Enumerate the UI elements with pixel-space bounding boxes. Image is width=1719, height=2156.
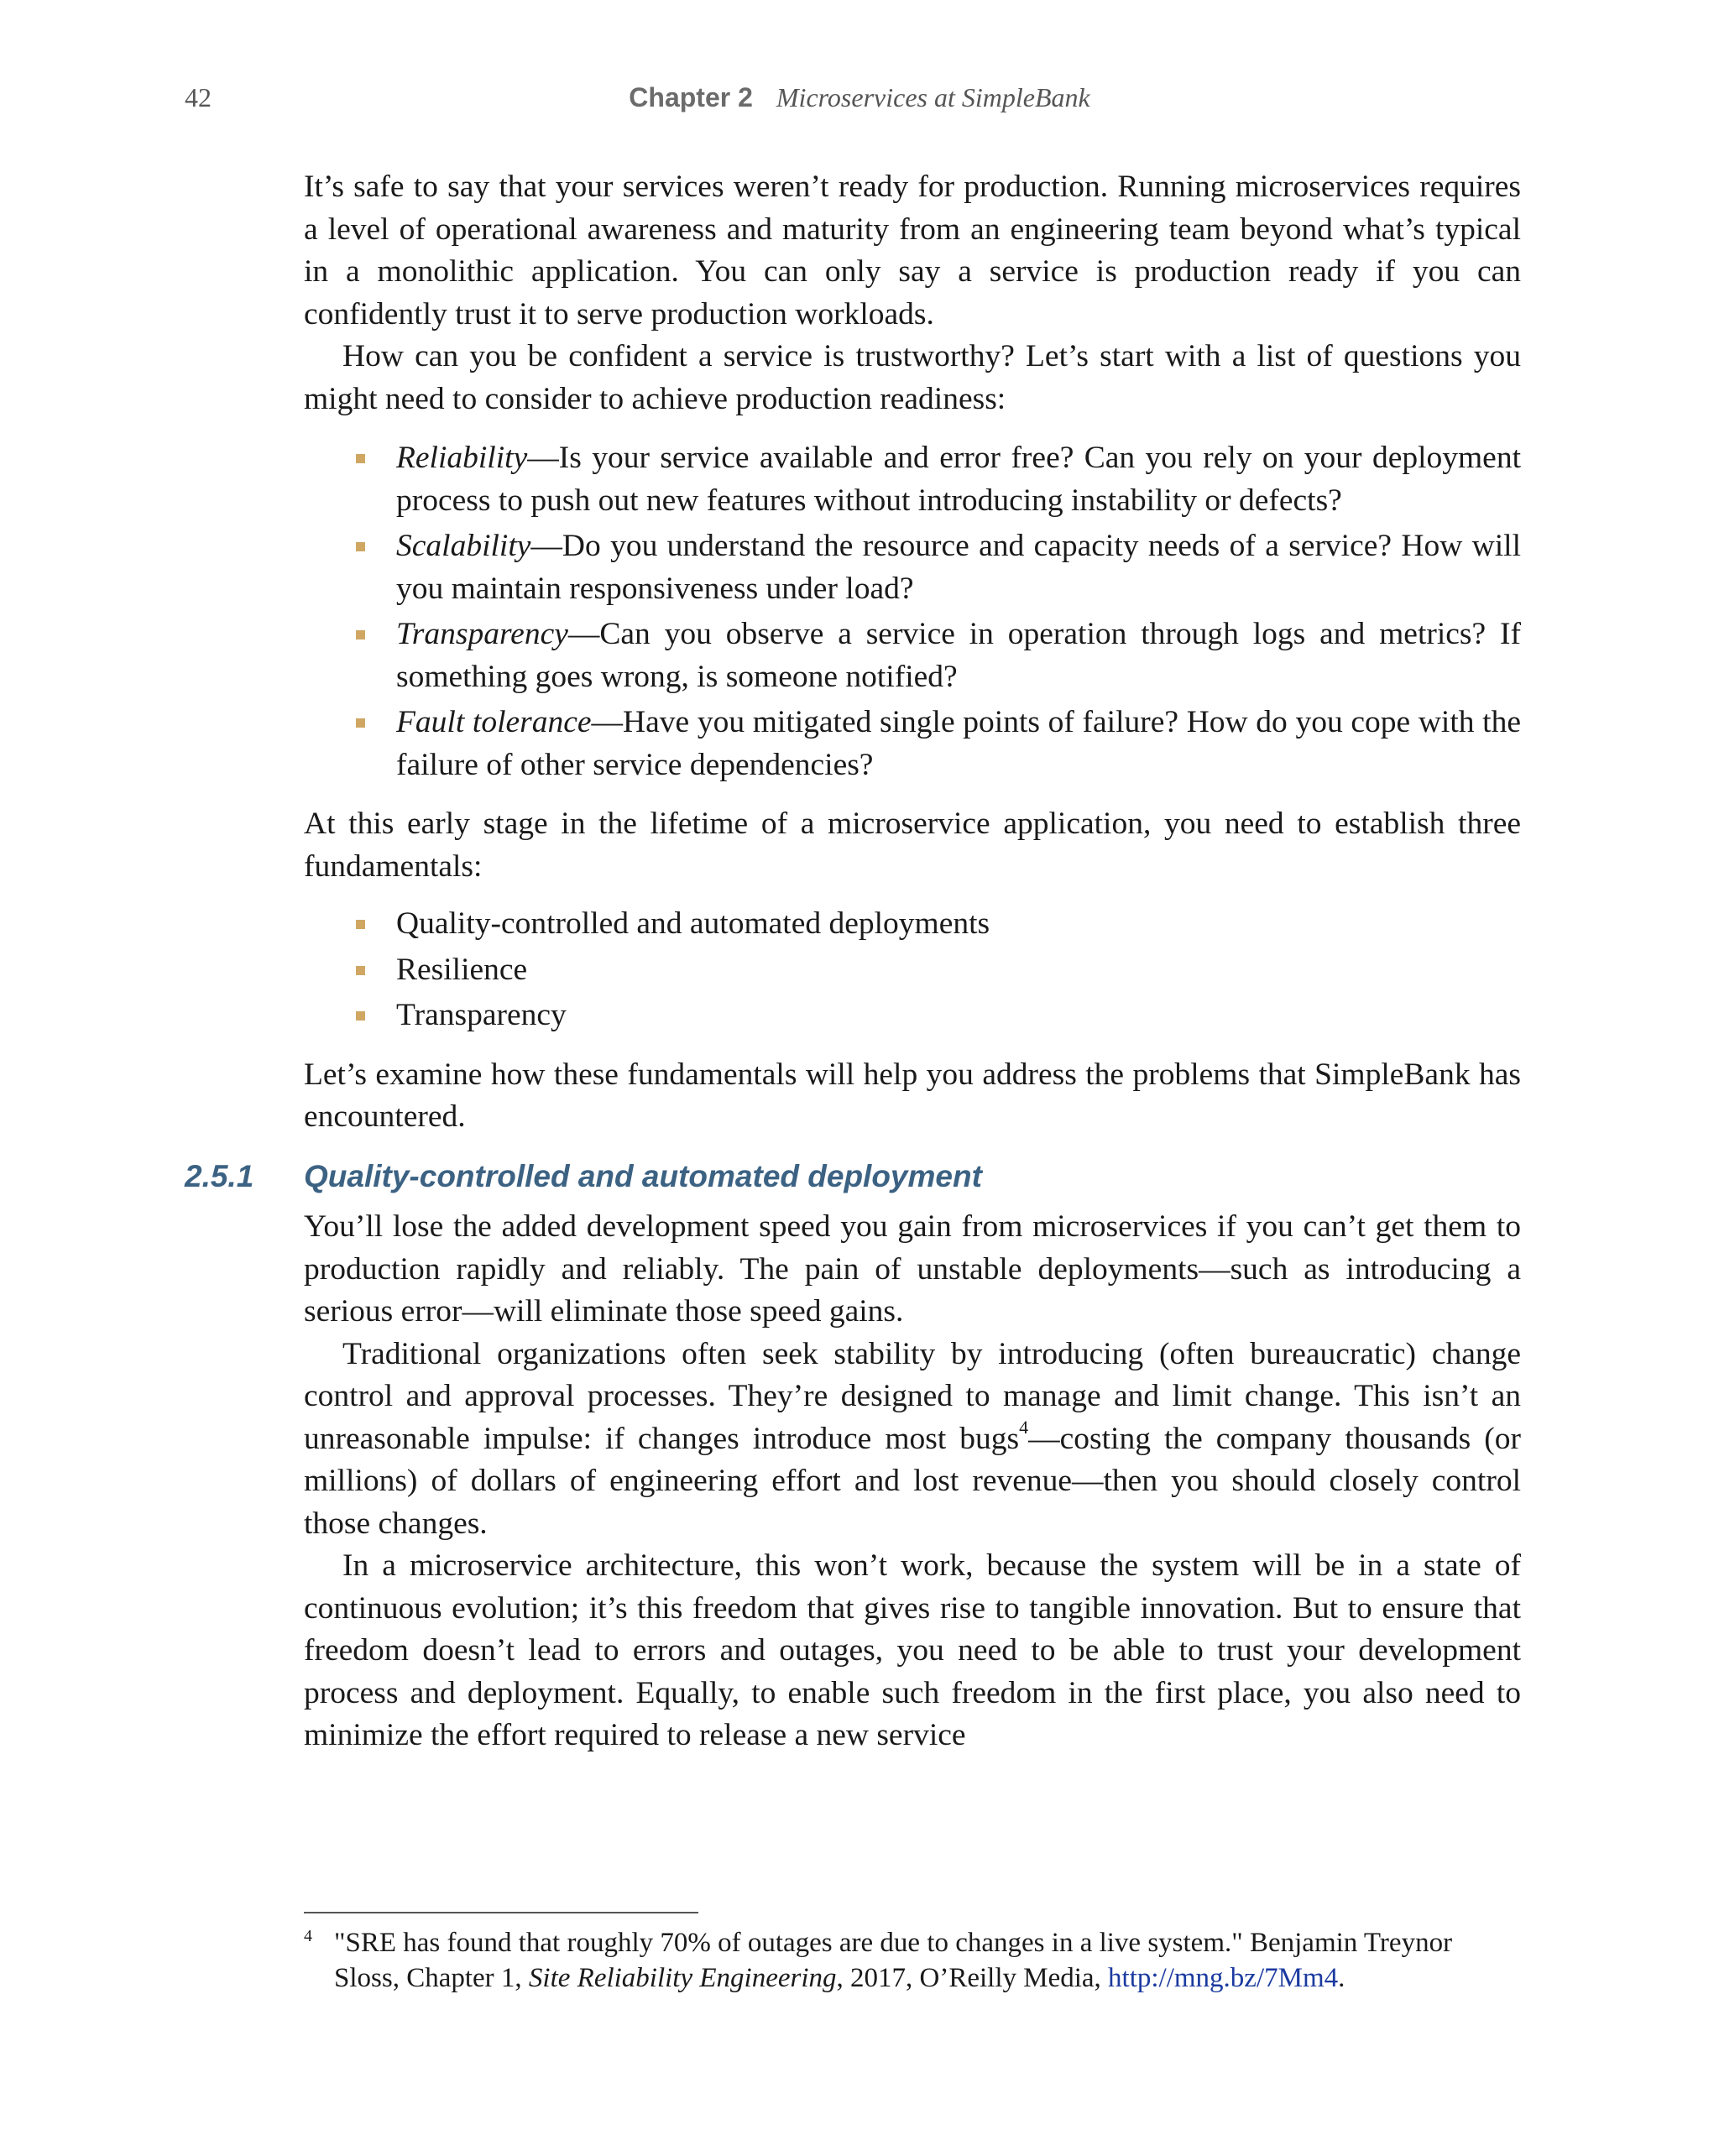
footnote-marker: 4 — [304, 1927, 312, 1945]
list-item-text: —Have you mitigated single points of failure? How do you cope with the failure of other service dependencies? — [396, 705, 1521, 782]
list-item-text: Quality-controlled and automated deployments — [396, 906, 990, 941]
paragraph-text: —costing the company thousands (or millions) of dollars of engineering effort and lost revenue—then you should closely control those changes. — [304, 1421, 1522, 1541]
bullet-icon — [356, 454, 365, 463]
section-number: 2.5.1 — [185, 1158, 254, 1193]
list-item-text: —Is your service available and error free? Can you rely on your deployment process to push out new features without introducing instability or defects? — [396, 441, 1521, 518]
chapter-label: Chapter 2 — [629, 82, 753, 112]
paragraph: At this early stage in the lifetime of a microservice application, you need to establish three fundamentals: — [304, 807, 1521, 884]
list-item-text: —Can you observe a service in operation through logs and metrics? If something goes wrong, is someone notified? — [396, 617, 1521, 694]
list-item — [304, 903, 1521, 946]
paragraph: It’s safe to say that your services weren’t ready for production. Running microservices requires a level of operational awareness and maturity from an engineering team beyond what’s typical in a monolithic application. You can only say a service is production ready if you can confidently trust it to serve production workloads. — [304, 170, 1521, 331]
chapter-title: Microservices at SimpleBank — [776, 82, 1090, 112]
footnote-book-title: Site Reliability Engineering — [528, 1963, 837, 1993]
bullet-icon — [356, 1011, 365, 1021]
bullet-icon — [356, 966, 365, 975]
running-head — [0, 82, 1719, 113]
section-heading — [185, 1156, 1521, 1198]
fundamentals-list — [304, 903, 1521, 1037]
list-item-term: Scalability — [396, 529, 531, 563]
bullet-icon — [356, 542, 365, 551]
footnote — [304, 1925, 1521, 1996]
paragraph: In a microservice architecture, this won’t work, because the system will be in a state of continuous evolution; it’s this freedom that gives rise to tangible innovation. But to ensure that freedom doesn’t lead to errors and outages, you need to be able to trust your development process and deployment. Equally, to enable such freedom in the first place, you also need to minimize the effort required to release a new service — [304, 1548, 1521, 1752]
footnote-end: . — [1338, 1963, 1345, 1993]
list-item — [304, 702, 1521, 786]
bullet-icon — [356, 630, 365, 639]
paragraph: Let’s examine how these fundamentals will help you address the problems that SimpleBank has encountered. — [304, 1057, 1521, 1134]
list-item-term: Transparency — [396, 617, 568, 651]
main-content — [185, 166, 1522, 1757]
paragraph: You’ll lose the added development speed you gain from microservices if you can’t get them to production rapidly and reliably. The pain of unstable deployments—such as introducing a serious error—will eliminate those speed gains. — [304, 1209, 1521, 1329]
list-item — [304, 949, 1521, 992]
bullet-icon — [356, 920, 365, 929]
list-item-text: —Do you understand the resource and capacity needs of a service? How will you maintain responsiveness under load? — [396, 529, 1521, 606]
bullet-icon — [356, 718, 365, 728]
list-item-text: Transparency — [396, 998, 567, 1032]
footnote-link[interactable]: http://mng.bz/7Mm4 — [1108, 1963, 1339, 1993]
paragraph-text: Traditional organizations often seek stability by introducing (often bureaucratic) change control and approval processes. They’re designed to manage and limit change. This isn’t an unreasonable impulse: if changes introduce most bugs — [304, 1336, 1521, 1456]
footnote-text: , 2017, O’Reilly Media, — [836, 1963, 1109, 1993]
list-item-text: Resilience — [396, 952, 528, 987]
section-title: Quality-controlled and automated deployment — [304, 1158, 982, 1193]
footnote-ref[interactable]: 4 — [1019, 1417, 1029, 1438]
list-item — [304, 525, 1521, 610]
list-item — [304, 994, 1521, 1037]
footnote-text: "SRE has found that roughly 70% of outages are due to changes in a live system." Benjamin Treynor Sloss, Chapter 1, — [334, 1928, 1453, 1993]
paragraph — [304, 1334, 1521, 1546]
list-item — [304, 437, 1521, 522]
paragraph: How can you be confident a service is trustworthy? Let’s start with a list of questions you might need to consider to achieve production readiness: — [304, 339, 1521, 416]
footnote-divider — [304, 1912, 698, 1913]
list-item-term: Reliability — [396, 441, 528, 475]
questions-list — [304, 437, 1521, 786]
list-item-term: Fault tolerance — [396, 705, 592, 739]
page-number: 42 — [185, 82, 212, 112]
list-item — [304, 613, 1521, 698]
